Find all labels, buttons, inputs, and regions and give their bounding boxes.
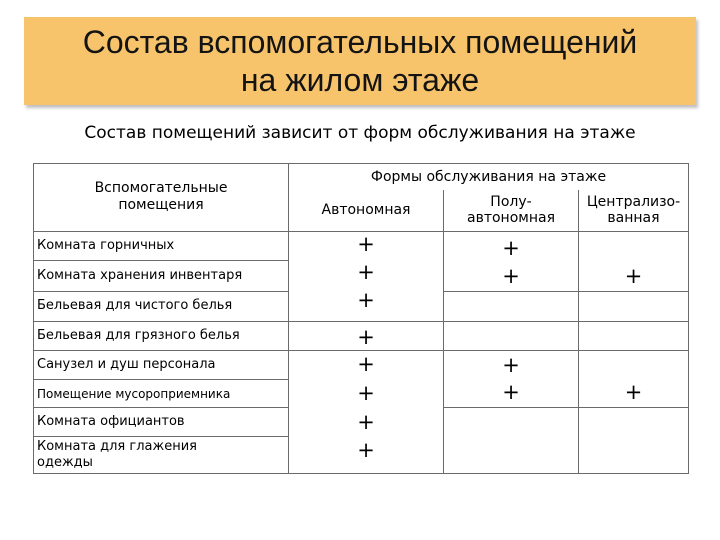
row-label: Помещение мусороприемника [34, 379, 289, 408]
column-header-semi-autonomous-label: Полу-автономная [467, 194, 555, 227]
mark-plus: + [502, 235, 520, 260]
semi-group-1 [444, 231, 579, 291]
semi-cell-empty [444, 408, 579, 474]
mark-plus: + [624, 263, 643, 288]
autonomous-group-1 [289, 231, 444, 321]
table-row [34, 231, 689, 261]
title-line-1: Состав вспомогательных помещений [82, 24, 638, 60]
mark-plus: + [357, 231, 375, 256]
mark-plus: + [289, 321, 444, 351]
mark-plus: + [357, 352, 375, 377]
column-header-semi-autonomous [444, 190, 579, 231]
slide-subtitle: Состав помещений зависит от форм обслуживания на этаже [84, 123, 636, 143]
semi-group-2 [444, 351, 579, 408]
room-column-header [34, 164, 289, 232]
column-header-centralized [579, 190, 689, 231]
row-label: Комната официантов [34, 408, 289, 437]
central-group-1 [579, 231, 689, 291]
mark-plus: + [624, 380, 643, 405]
central-cell-empty [579, 408, 689, 474]
mark-plus: + [502, 353, 520, 378]
autonomous-group-2 [289, 351, 444, 474]
column-header-autonomous [289, 190, 444, 231]
mark-plus: + [357, 410, 375, 435]
mark-plus: + [357, 381, 375, 406]
service-forms-header: Формы обслуживания на этаже [289, 164, 689, 191]
semi-cell-empty [444, 321, 579, 351]
mark-plus: + [357, 287, 375, 312]
mark-plus: + [357, 259, 375, 284]
row-label-text: Комната для глажения одежды [37, 439, 197, 471]
column-header-centralized-label: Централизо-ванная [586, 194, 681, 227]
central-group-2 [579, 351, 689, 408]
row-label [34, 437, 289, 474]
row-label: Бельевая для чистого белья [34, 291, 289, 321]
semi-cell-empty [444, 291, 579, 321]
room-column-header-label: Вспомогательные помещения [94, 180, 228, 214]
table-row [34, 351, 689, 380]
mark-plus: + [502, 380, 520, 405]
mark-plus: + [357, 438, 375, 463]
title-line-2: на жилом этаже [240, 62, 480, 98]
row-label: Комната хранения инвентаря [34, 261, 289, 292]
central-cell-empty [579, 321, 689, 351]
central-cell-empty [579, 291, 689, 321]
row-label: Комната горничных [34, 231, 289, 261]
mark-plus: + [502, 263, 520, 288]
row-label: Бельевая для грязного белья [34, 321, 289, 351]
column-header-autonomous-label: Автономная [321, 202, 411, 219]
rooms-table [33, 163, 689, 474]
table-row [34, 321, 689, 351]
slide-title [24, 17, 696, 105]
row-label: Санузел и душ персонала [34, 351, 289, 380]
